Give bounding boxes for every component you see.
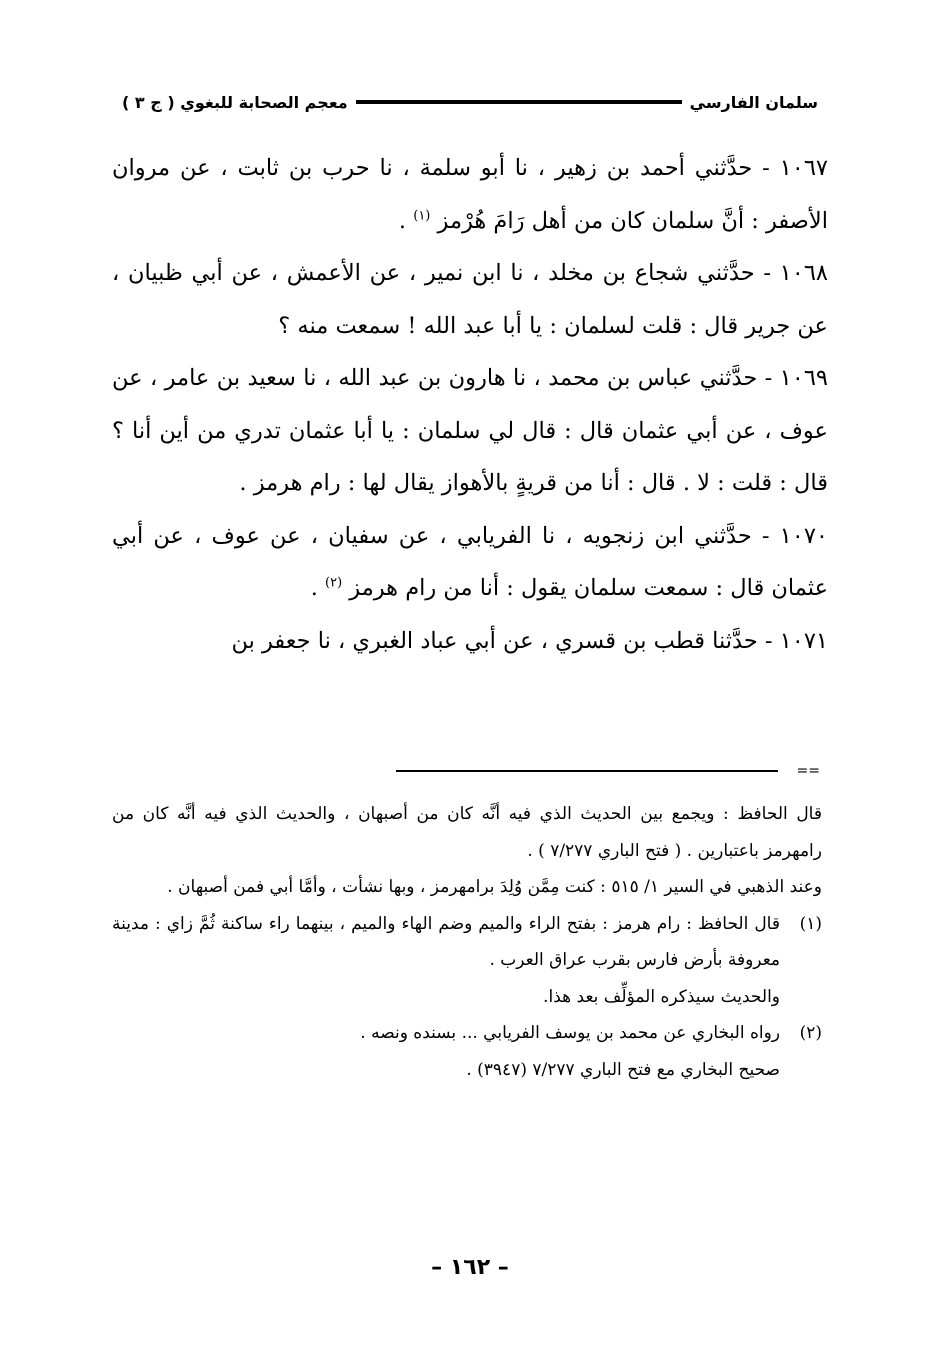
footnote-ref-2[interactable]: (٢)	[325, 575, 343, 591]
footnote-separator	[396, 770, 778, 772]
footnote-number: (٢)	[799, 1023, 822, 1043]
footnotes	[112, 796, 822, 1088]
footnote-2	[112, 1015, 822, 1088]
footnote-line: قال الحافظ : رام هرمز : بفتح الراء والميم وضم الهاء والميم ، بينهما راء ساكنة ثُمَّ زاي : مدينة معروفة بأرض فارس بقرب عراق العرب .	[112, 913, 780, 970]
continued-note-line: قال الحافظ : ويجمع بين الحديث الذي فيه أنَّه كان من أصبهان ، والحديث الذي فيه أنَّه كان من رامهرمز باعتبارين . ( فتح الباري ٧/٢٧٧ ) .	[112, 804, 822, 861]
continuation-mark: ==	[796, 763, 820, 779]
header-book-title: معجم الصحابة للبغوي ( ج ٣ )	[122, 92, 348, 112]
footnote-line: صحيح البخاري مع فتح الباري ٧/٢٧٧ (٣٩٤٧) .	[466, 1059, 780, 1080]
header-chapter-title: سلمان الفارسي	[689, 92, 818, 112]
header-rule	[356, 100, 682, 104]
main-text	[112, 142, 828, 667]
hadith-1068: ١٠٦٨ - حدَّثني شجاع بن مخلد ، نا ابن نمير ، عن الأعمش ، عن أبي ظبيان ، عن جرير قال : قلت لسلمان : يا أبا عبد الله ! سمعت منه ؟	[112, 260, 828, 339]
page-number: – ١٦٢ –	[431, 1255, 509, 1280]
hadith-1071: ١٠٧١ - حدَّثنا قطب بن قسري ، عن أبي عباد الغبري ، نا جعفر بن	[231, 627, 828, 654]
footnote-number: (١)	[799, 913, 822, 934]
running-header	[122, 88, 818, 116]
footnote-line: والحديث سيذكره المؤلِّف بعد هذا.	[543, 986, 780, 1007]
hadith-1070: ١٠٧٠ - حدَّثني ابن زنجويه ، نا الفريابي ، عن سفيان ، عن عوف ، عن أبي عثمان قال : سمعت سلمان يقول : أنا من رام هرمز $^{(٢)}$ .	[112, 522, 828, 601]
footnote-1	[112, 906, 822, 1016]
footnote-ref-1[interactable]: (١)	[413, 208, 431, 223]
footnote-line: رواه البخاري عن محمد بن يوسف الفريابي ... بسنده ونصه .	[360, 1023, 780, 1043]
hadith-1067: ١٠٦٧ - حدَّثني أحمد بن زهير ، نا أبو سلمة ، نا حرب بن ثابت ، عن مروان الأصفر : أنَّ سلمان كان من أهل رَامَ هُرْمز $^{(١)}$ .	[112, 155, 828, 234]
continued-note-line: وعند الذهبي في السير ١/ ٥١٥ : كنت مِمَّن وُلِدَ برامهرمز ، وبها نشأت ، وأمَّا أبي فمن أصبهان .	[167, 877, 822, 897]
hadith-1069: ١٠٦٩ - حدَّثني عباس بن محمد ، نا هارون بن عبد الله ، نا سعيد بن عامر ، عن عوف ، عن أبي عثمان قال : قال لي سلمان : يا أبا عثمان تدري من أين أنا ؟ قال : قلت : لا . قال : أنا من قريةٍ بالأهواز يقال لها : رام هرمز .	[112, 365, 828, 496]
